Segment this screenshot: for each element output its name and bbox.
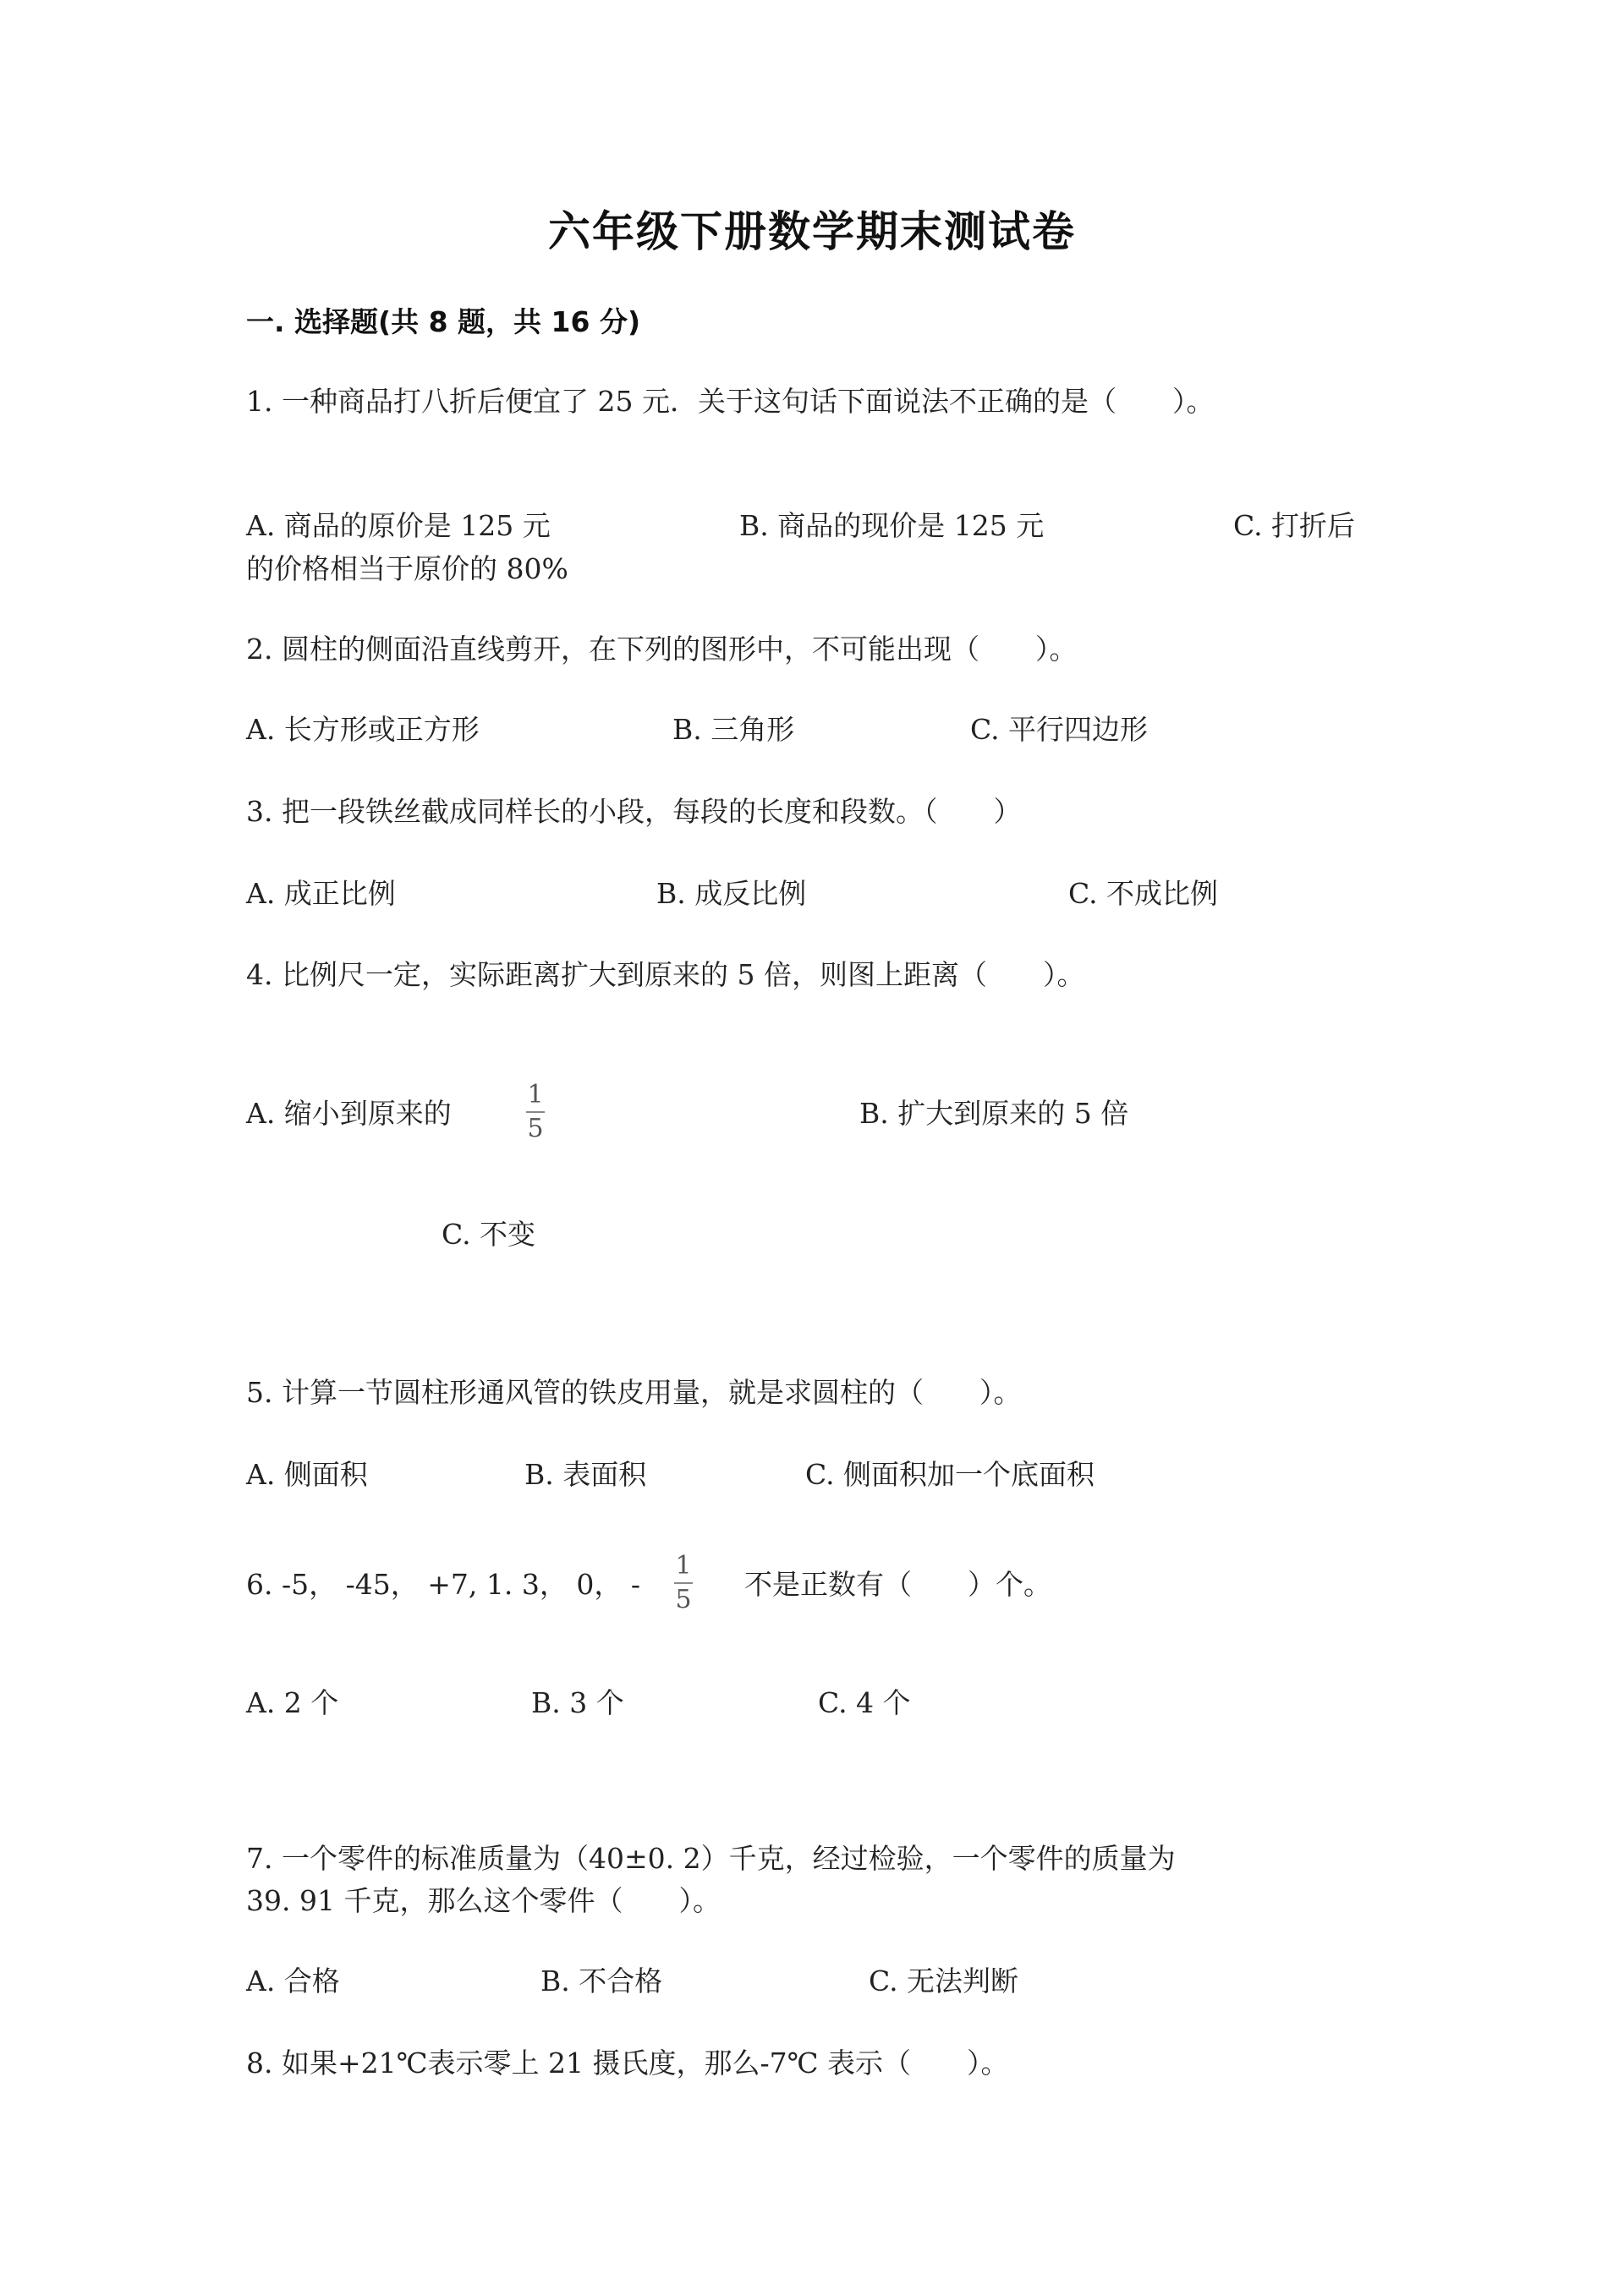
fraction-denominator: 5 — [675, 1585, 692, 1614]
question-2-option-b[interactable]: B. 三角形 — [672, 713, 795, 746]
question-7-option-b[interactable]: B. 不合格 — [540, 1964, 663, 1997]
fraction-numerator: 1 — [675, 1551, 692, 1581]
fraction-bar — [674, 1582, 693, 1584]
question-4-option-b[interactable]: B. 扩大到原来的 5 倍 — [859, 1097, 1129, 1130]
question-3-option-c[interactable]: C. 不成比例 — [1068, 877, 1219, 910]
question-1-stem: 1. 一种商品打八折后便宜了 25 元．关于这句话下面说法不正确的是（ ）。 — [246, 385, 1215, 418]
question-7-option-a[interactable]: A. 合格 — [246, 1964, 340, 1997]
question-6-stem-after: 不是正数有（ ）个。 — [744, 1568, 1051, 1601]
question-4-option-c[interactable]: C. 不变 — [442, 1218, 536, 1251]
page-title: 六年级下册数学期末测试卷 — [548, 207, 1076, 256]
question-5-option-c[interactable]: C. 侧面积加一个底面积 — [805, 1458, 1095, 1491]
question-4-option-a[interactable]: A. 缩小到原来的 — [246, 1097, 452, 1130]
question-6-stem-before: 6. -5， -45， +7, 1. 3， 0， - — [246, 1568, 640, 1601]
section-heading: 一. 选择题(共 8 题，共 16 分) — [246, 305, 641, 338]
question-1-option-c-continued: 的价格相当于原价的 80% — [246, 552, 568, 585]
question-2-stem: 2. 圆柱的侧面沿直线剪开，在下列的图形中，不可能出现（ ）。 — [246, 633, 1078, 666]
question-3-option-b[interactable]: B. 成反比例 — [656, 877, 807, 910]
question-2-option-c[interactable]: C. 平行四边形 — [970, 713, 1149, 746]
question-4-option-a-fraction — [526, 1081, 545, 1143]
question-1-option-b[interactable]: B. 商品的现价是 125 元 — [739, 509, 1045, 542]
question-4-stem: 4. 比例尺一定，实际距离扩大到原来的 5 倍，则图上距离（ ）。 — [246, 958, 1085, 991]
question-6-fraction — [674, 1552, 693, 1614]
question-7-stem-line2: 39. 91 千克，那么这个零件（ ）。 — [246, 1884, 721, 1917]
fraction-numerator: 1 — [527, 1080, 544, 1110]
question-7-stem-line1: 7. 一个零件的标准质量为（40±0. 2）千克，经过检验，一个零件的质量为 — [246, 1842, 1176, 1875]
question-5-stem: 5. 计算一节圆柱形通风管的铁皮用量，就是求圆柱的（ ）。 — [246, 1376, 1022, 1409]
question-6-option-b[interactable]: B. 3 个 — [531, 1686, 624, 1719]
question-5-option-b[interactable]: B. 表面积 — [524, 1458, 647, 1491]
question-3-option-a[interactable]: A. 成正比例 — [246, 877, 396, 910]
question-5-option-a[interactable]: A. 侧面积 — [246, 1458, 368, 1491]
question-3-stem: 3. 把一段铁丝截成同样长的小段，每段的长度和段数。（ ） — [246, 795, 1022, 828]
question-6-option-c[interactable]: C. 4 个 — [818, 1686, 911, 1719]
question-2-option-a[interactable]: A. 长方形或正方形 — [246, 713, 480, 746]
question-7-option-c[interactable]: C. 无法判断 — [869, 1964, 1019, 1997]
fraction-denominator: 5 — [527, 1114, 544, 1143]
fraction-bar — [526, 1111, 545, 1113]
question-8-stem: 8. 如果+21℃表示零上 21 摄氏度，那么-7℃ 表示（ ）。 — [246, 2047, 1009, 2080]
question-1-option-a[interactable]: A. 商品的原价是 125 元 — [246, 509, 551, 542]
question-6-option-a[interactable]: A. 2 个 — [246, 1686, 339, 1719]
question-1-option-c[interactable]: C. 打折后 — [1233, 509, 1356, 542]
